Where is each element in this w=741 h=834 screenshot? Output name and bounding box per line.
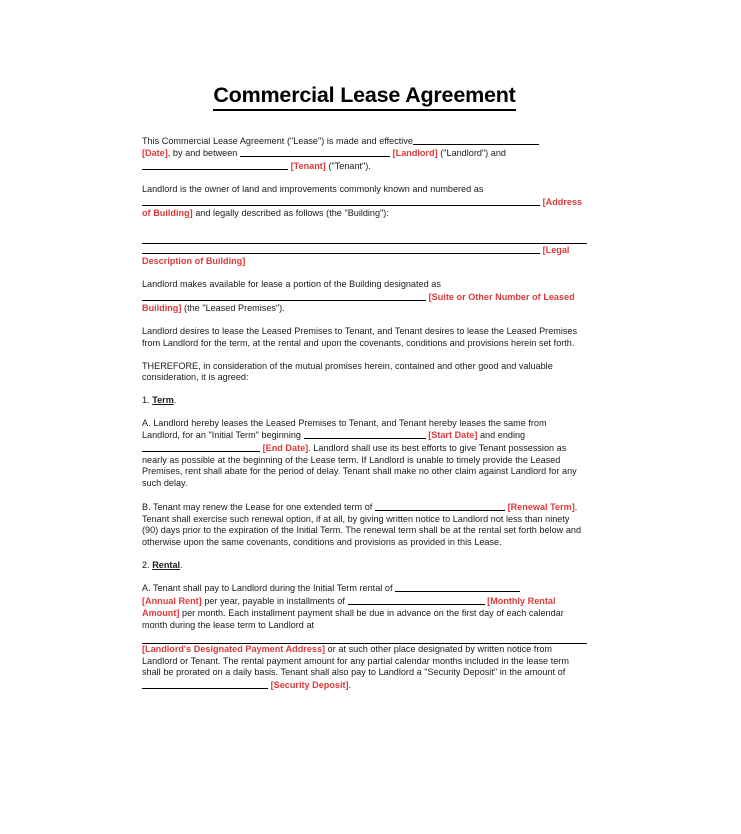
clause-1b-text-2: . Tenant shall exercise such renewal option, if at all, by giving written notice to Landlord not less than ninety (90) days prior to the expiration of the Initial Term. The renewal term shall be at the rental set forth below and otherwise upon the same covenants, conditions and provisions as provided in this Lease.: [142, 501, 581, 547]
page-title: [142, 83, 587, 109]
placeholder-security-deposit: [Security Deposit]: [270, 680, 349, 690]
placeholder-legal-description: [Legal Description of Building]: [142, 244, 570, 267]
initial-term-end-blank[interactable]: [142, 442, 260, 452]
initial-term-start-blank[interactable]: [304, 429, 426, 439]
section-2-number: 2.: [142, 559, 150, 570]
monthly-rent-blank[interactable]: [348, 595, 485, 605]
placeholder-address-of-building: [Address of Building]: [142, 196, 583, 219]
clause-1a-text-2: and ending: [480, 430, 526, 441]
section-1-number: 1.: [142, 394, 150, 405]
section-2-suffix: .: [180, 559, 183, 570]
placeholder-end-date: [End Date]: [262, 443, 309, 454]
clause-1b-text-1: B. Tenant may renew the Lease for one extended term of: [142, 501, 373, 512]
clause-1a-text-1: A. Landlord hereby leases the Leased Premises to Tenant, and Tenant hereby leases the same from Landlord, for an "Initial Term" beginning: [142, 417, 547, 441]
clause-2a-text-1: A. Tenant shall pay to Landlord during the Initial Term rental of: [142, 583, 393, 594]
premises-lead-text: Landlord makes available for lease a portion of the Building designated as: [142, 279, 441, 290]
building-address-blank[interactable]: [142, 196, 540, 206]
tenant-name-blank[interactable]: [142, 160, 288, 170]
section-2-heading: [142, 560, 587, 572]
legal-description-blank-line-2[interactable]: [142, 244, 540, 254]
intro-paragraph: [142, 135, 587, 173]
document-body: [142, 83, 587, 703]
placeholder-renewal-term: [Renewal Term]: [507, 501, 575, 512]
legal-description-blank-line-1[interactable]: [142, 231, 587, 244]
clause-2a-text-4: or at such other place designated by written notice from Landlord or Tenant. The rental payment amount for any partial calendar months included in the lease term shall be prorated on a daily basis. Tenant shall also pay to Landlord a "Security Deposit" in the amount of: [142, 643, 569, 678]
placeholder-payment-address: [Landlord's Designated Payment Address]: [142, 643, 326, 654]
clause-2a-text-5: .: [348, 680, 352, 690]
section-2-title: Rental: [152, 559, 181, 570]
placeholder-start-date: [Start Date]: [428, 430, 478, 441]
placeholder-date: [Date]: [142, 148, 168, 159]
section-1-title: Term: [152, 394, 174, 405]
leased-premises-paragraph: [142, 279, 587, 315]
effective-date-blank[interactable]: [413, 135, 539, 145]
premises-after-suite-text: (the "Leased Premises").: [184, 303, 285, 314]
placeholder-monthly-rent: [Monthly Rental Amount]: [142, 596, 556, 618]
placeholder-annual-rent: [Annual Rent]: [142, 596, 202, 607]
section-1-heading: [142, 395, 587, 407]
section-1-clause-a: [142, 418, 587, 490]
building-paragraph: [142, 184, 587, 220]
clause-2a-text-2: per year, payable in installments of: [204, 596, 345, 607]
legal-description-paragraph: [142, 231, 587, 268]
intro-text-2: , by and between: [167, 148, 238, 159]
annual-rent-blank[interactable]: [395, 582, 520, 592]
intro-text-1: This Commercial Lease Agreement ("Lease") is made and effective: [142, 135, 413, 146]
page-title-text: Commercial Lease Agreement: [213, 83, 515, 111]
building-after-address-text: and legally described as follows (the "Building"):: [195, 208, 389, 219]
placeholder-suite-number: [Suite or Other Number of Leased Building]: [142, 291, 575, 314]
renewal-term-blank[interactable]: [375, 501, 505, 511]
payment-address-blank[interactable]: [142, 631, 587, 644]
security-deposit-blank[interactable]: [142, 679, 268, 689]
clause-1a-text-3: . Landlord shall use its best efforts to give Tenant possession as nearly as possible at the beginning of the Lease term. If Landlord is unable to timely provide the Leased Premises, rent shall abate for the period of delay. Tenant shall make no other claim against Landlord for any such delay.: [142, 443, 577, 489]
therefore-paragraph: THEREFORE, in consideration of the mutual promises herein, contained and other good and valuable consideration, it is agreed:: [142, 360, 553, 383]
section-2-clause-a: [142, 582, 587, 691]
clause-2a-text-3: per month. Each installment payment shall be due in advance on the first day of each calendar month during the lease term to Landlord at: [142, 607, 564, 630]
intro-text-3: ("Landlord") and: [440, 148, 506, 159]
suite-number-blank[interactable]: [142, 291, 426, 301]
building-lead-text: Landlord is the owner of land and improvements commonly known and numbered as: [142, 183, 484, 194]
recital-paragraph: Landlord desires to lease the Leased Premises to Tenant, and Tenant desires to lease the Leased Premises from Landlord for the term, at the rental and upon the covenants, conditions and provisions herein set forth.: [142, 326, 578, 348]
placeholder-landlord: [Landlord]: [392, 148, 438, 159]
section-1-suffix: .: [173, 394, 177, 405]
placeholder-tenant: [Tenant]: [290, 161, 326, 172]
intro-text-4: ("Tenant").: [328, 161, 371, 172]
landlord-name-blank[interactable]: [240, 147, 390, 157]
section-1-clause-b: [142, 501, 587, 549]
